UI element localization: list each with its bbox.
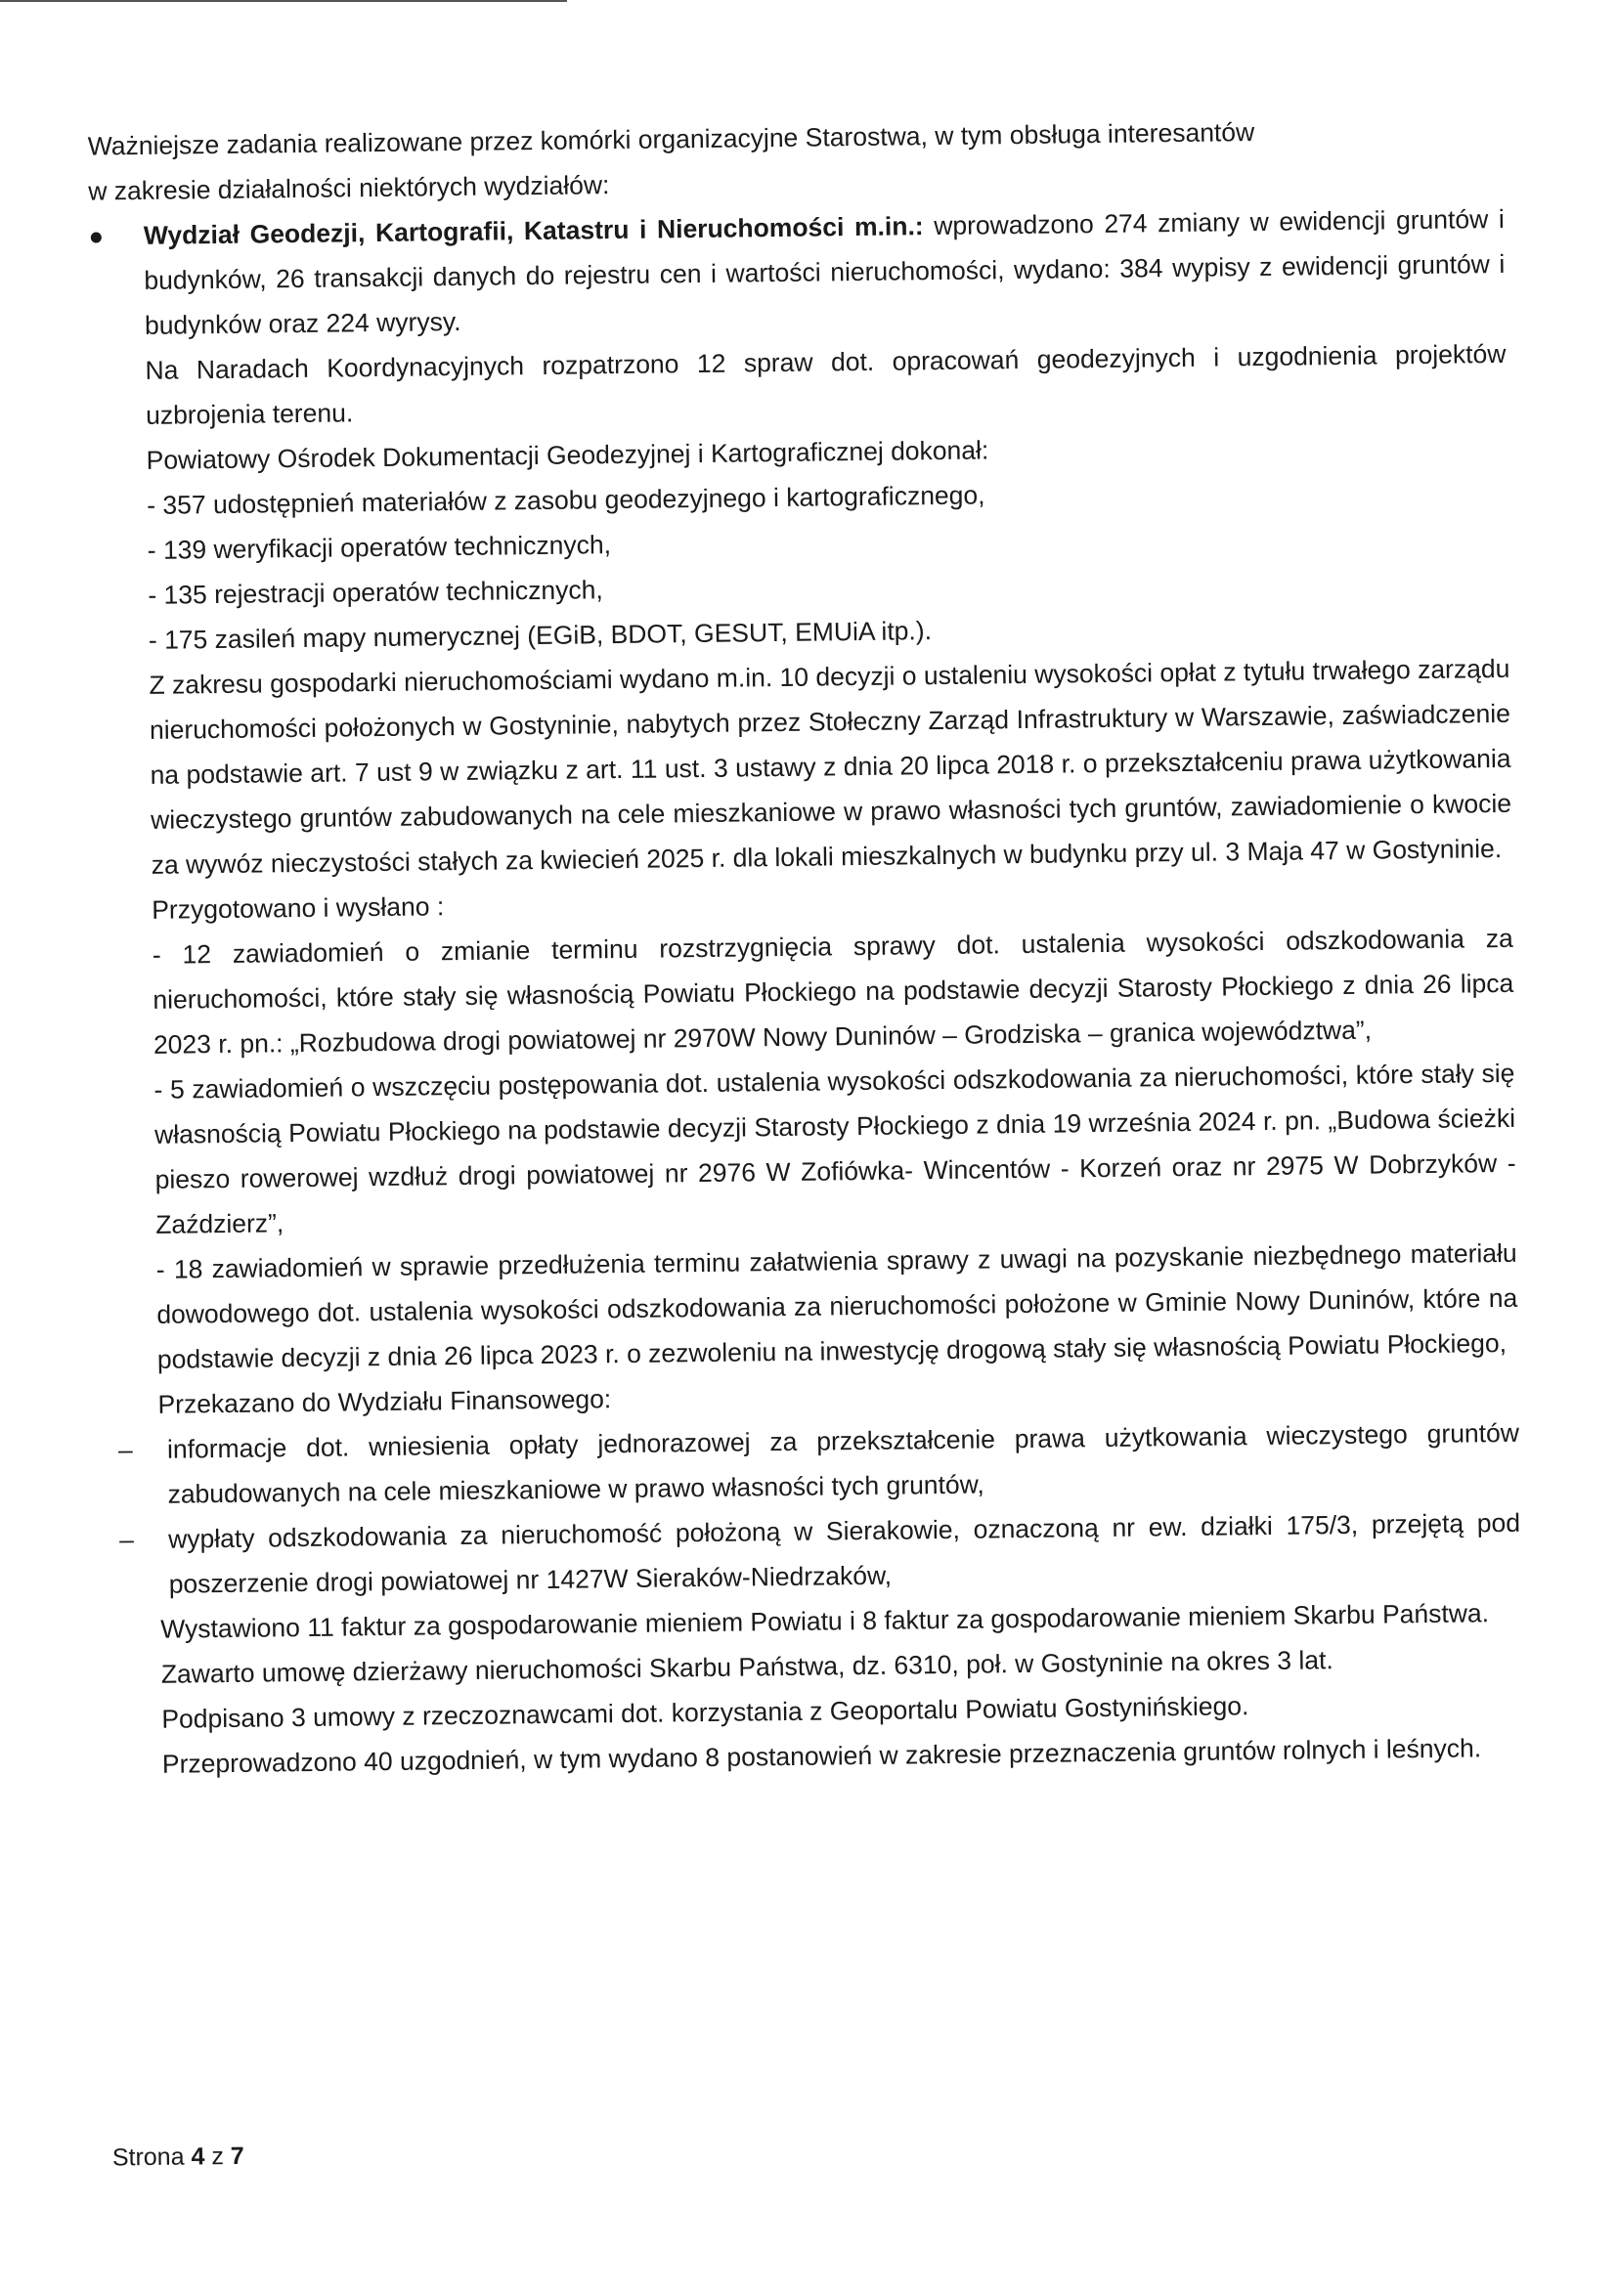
page-of: z bbox=[211, 2143, 225, 2171]
notice-item: - 5 zawiadomień o wszczęciu postępowania dot. ustalenia wysokości odszkodowania za nieruchomości, które stały się własnością Powiatu Płockiego na podstawie decyzji Starosty Płockiego z dnia 19 września 2024 r. pn. „Budowa ścieżki pieszo rowerowej wzdłuż drogi powiatowej nr 2976 W Zofiówka- Wincentów - Korzeń oraz nr 2975 W Dobrzyków - Zaździerz”, bbox=[153, 1058, 1516, 1239]
gospodarka-paragraph: Z zakresu gospodarki nieruchomościami wydano m.in. 10 decyzji o ustaleniu wysokości opłat z tytułu trwałego zarządu nieruchomości położonych w Gostyninie, nabytych przez Stołeczny Zarząd Infrastruktury w Warszawie, zaświadczenie na podstawie art. 7 ust 9 w związku z art. 11 ust. 3 ustawy z dnia 20 lipca 2018 r. o przekształceniu prawa użytkowania wieczystego gruntów zabudowanych na cele mieszkaniowe w prawo własności tych gruntów, zawiadomienie o kwocie za wywóz nieczystości stałych za kwiecień 2025 r. dla lokali mieszkalnych w budynku przy ul. 3 Maja 47 w Gostyninie. bbox=[149, 653, 1512, 880]
umowa-paragraph: Zawarto umowę dzierżawy nieruchomości Skarbu Państwa, dz. 6310, poł. w Gostyninie na okres 3 lat. bbox=[160, 1645, 1333, 1689]
dash-icon: – bbox=[117, 1435, 133, 1465]
finance-item bbox=[103, 1500, 1521, 1608]
podgik-intro: Powiatowy Ośrodek Dokumentacji Geodezyjnej i Kartograficznej dokonał: bbox=[146, 435, 989, 475]
uzgodnienia-paragraph: Przeprowadzono 40 uzgodnień, w tym wydano 8 postanowień w zakresie przeznaczenia gruntów rolnych i leśnych. bbox=[161, 1733, 1482, 1779]
lead-text: wprowadzono 274 zmiany w ewidencji gruntów i budynków, 26 transakcji danych do rejestru cen i wartości nieruchomości, wydano: 384 wypisy z ewidencji gruntów i budynków oraz 224 wyrysy. bbox=[144, 203, 1506, 340]
podgik-item: - 357 udostępnień materiałów z zasobu geodezyjnego i kartograficznego, bbox=[147, 480, 985, 520]
document-body bbox=[85, 107, 1523, 1788]
przygotowano-heading: Przygotowano i wysłano : bbox=[152, 891, 445, 925]
page-current: 4 bbox=[191, 2143, 205, 2171]
lead-paragraph bbox=[144, 196, 1507, 348]
page-total: 7 bbox=[230, 2142, 244, 2170]
faktury-paragraph: Wystawiono 11 faktur za gospodarowanie mieniem Powiatu i 8 faktur za gospodarowanie mieniem Skarbu Państwa. bbox=[160, 1598, 1490, 1644]
finance-item bbox=[102, 1410, 1520, 1518]
bullet-icon bbox=[91, 232, 102, 242]
department-section bbox=[87, 196, 1519, 1428]
podgik-item: - 139 weryfikacji operatów technicznych, bbox=[147, 530, 612, 565]
top-rule bbox=[0, 0, 567, 2]
podgik-item: - 175 zasileń mapy numerycznej (EGiB, BDOT, GESUT, EMUiA itp.). bbox=[148, 616, 933, 655]
department-name: Wydział Geodezji, Kartografii, Katastru i Nieruchomości m.in.: bbox=[143, 211, 924, 250]
finance-item-text: wypłaty odszkodowania za nieruchomość położoną w Sierakowie, oznaczoną nr ew. działki 175/3, przejętą pod poszerzenie drogi powiatowej nr 1427W Sieraków-Niedrzaków, bbox=[167, 1507, 1521, 1599]
naradach-paragraph: Na Naradach Koordynacyjnych rozpatrzono 12 spraw dot. opracowań geodezyjnych i uzgodnienia projektów uzbrojenia terenu. bbox=[145, 338, 1507, 430]
notice-item: - 18 zawiadomień w sprawie przedłużenia terminu załatwienia sprawy z uwagi na pozyskanie niezbędnego materiału dowodowego dot. ustalenia wysokości odszkodowania za nieruchomości położone w Gminie Nowy Duninów, które na podstawie decyzji z dnia 26 lipca 2023 r. o zezwoleniu na inwestycję drogową stały się własnością Powiatu Płockiego, bbox=[155, 1237, 1518, 1374]
page-label: Strona bbox=[111, 2143, 185, 2172]
finance-item-text: informacje dot. wniesienia opłaty jednorazowej za przekształcenie prawa użytkowania wieczystego gruntów zabudowanych na cele mieszkaniowe w prawo własności tych gruntów, bbox=[166, 1417, 1520, 1509]
closing-section bbox=[104, 1590, 1523, 1788]
podgik-item: - 135 rejestracji operatów technicznych, bbox=[148, 575, 603, 610]
intro-line-1: Ważniejsze zadania realizowane przez komórki organizacyjne Starostwa, w tym obsługa interesantów bbox=[87, 117, 1255, 161]
dash-icon: – bbox=[118, 1525, 135, 1555]
page-footer bbox=[112, 2142, 244, 2173]
notice-item: - 12 zawiadomień o zmianie terminu rozstrzygnięcia sprawy dot. ustalenia wysokości odszkodowania za nieruchomości, które stały się własnością Powiatu Płockiego na podstawie decyzji Starosty Płockiego z dnia 26 lipca 2023 r. pn.: „Rozbudowa drogi powiatowej nr 2970W Nowy Duninów – Grodziska – granica województwa”, bbox=[152, 923, 1514, 1060]
geoportal-paragraph: Podpisano 3 umowy z rzeczoznawcami dot. korzystania z Geoportalu Powiatu Gostynińskiego. bbox=[161, 1691, 1249, 1734]
przekazano-heading: Przekazano do Wydziału Finansowego: bbox=[157, 1384, 612, 1419]
intro-line-2: w zakresie działalności niektórych wydziałów: bbox=[88, 170, 610, 206]
